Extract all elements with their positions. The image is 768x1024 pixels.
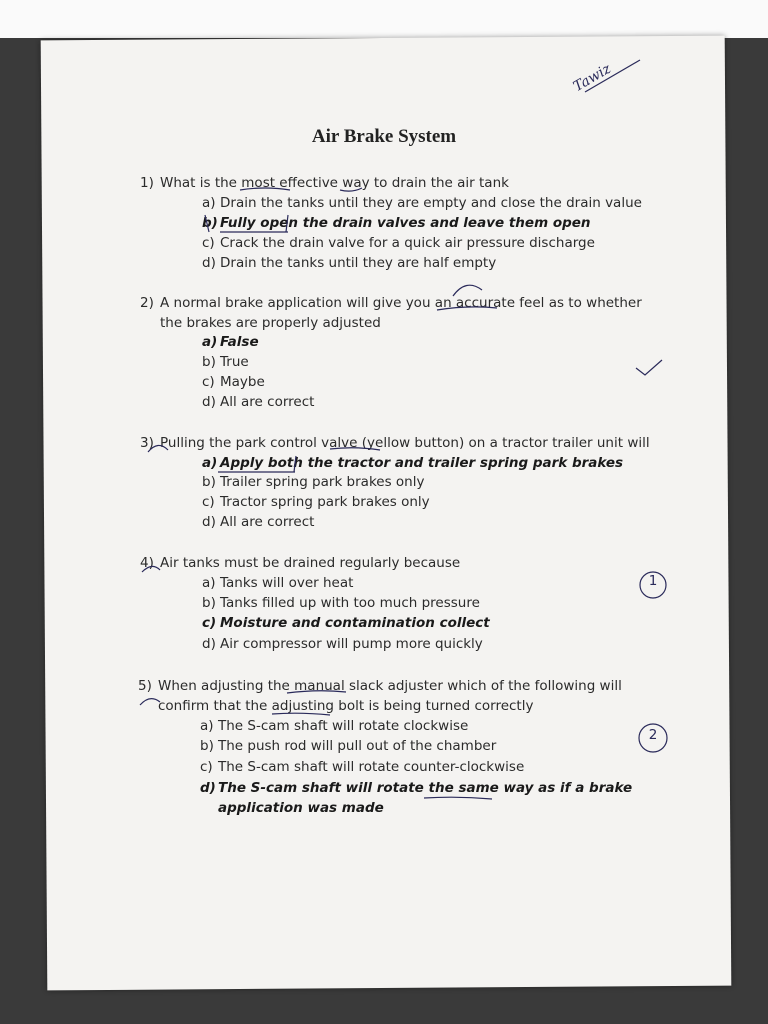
scan-background (0, 0, 768, 38)
question-5-option-c: c) The S-cam shaft will rotate counter-clockwise (200, 759, 525, 775)
question-5-option-d-continued: application was made (218, 800, 384, 816)
question-1-stem: 1) What is the most effective way to drain the air tank (140, 175, 509, 191)
margin-circle-2-text: 2 (648, 727, 658, 743)
handwritten-signature: Tawiz (570, 60, 614, 96)
question-3-stem: 3) Pulling the park control valve (yellow button) on a tractor trailer unit will (140, 435, 650, 451)
question-2-option-b: b) True (202, 354, 249, 370)
question-4-option-c: c) Moisture and contamination collect (202, 615, 490, 631)
question-4-option-d: d) Air compressor will pump more quickly (202, 636, 483, 652)
question-3-option-b: b) Trailer spring park brakes only (202, 474, 425, 490)
question-5-stem-line-2: confirm that the adjusting bolt is being turned correctly (158, 698, 534, 714)
question-5-stem: 5) When adjusting the manual slack adjuster which of the following will (138, 678, 622, 694)
page-title: Air Brake System (311, 126, 457, 147)
question-5-option-d: d) The S-cam shaft will rotate the same way as if a brake (200, 780, 633, 796)
question-2-stem: 2) A normal brake application will give you an accurate feel as to whether (140, 295, 642, 311)
question-1-option-a: a) Drain the tanks until they are empty and close the drain value (202, 195, 642, 211)
question-2-option-d: d) All are correct (202, 394, 315, 410)
question-2-option-a: a) False (202, 334, 259, 350)
question-3-option-a: a) Apply both the tractor and trailer spring park brakes (202, 455, 624, 471)
question-4-stem: 4) Air tanks must be drained regularly because (140, 555, 461, 571)
margin-circle-1-text: 1 (648, 573, 658, 589)
question-3-option-c: c) Tractor spring park brakes only (202, 494, 430, 510)
question-4-option-a: a) Tanks will over heat (202, 575, 354, 591)
question-1-option-d: d) Drain the tanks until they are half empty (202, 255, 497, 271)
question-1-option-c: c) Crack the drain valve for a quick air pressure discharge (202, 235, 595, 251)
question-1-option-b: b) Fully open the drain valves and leave them open (202, 215, 591, 231)
question-5-option-b: b) The push rod will pull out of the chamber (200, 738, 497, 754)
question-5-option-a: a) The S-cam shaft will rotate clockwise (200, 718, 469, 734)
question-3-option-d: d) All are correct (202, 514, 315, 530)
question-4-option-b: b) Tanks filled up with too much pressure (202, 595, 480, 611)
question-2-stem-line-2: the brakes are properly adjusted (160, 315, 381, 331)
question-2-option-c: c) Maybe (202, 374, 265, 390)
